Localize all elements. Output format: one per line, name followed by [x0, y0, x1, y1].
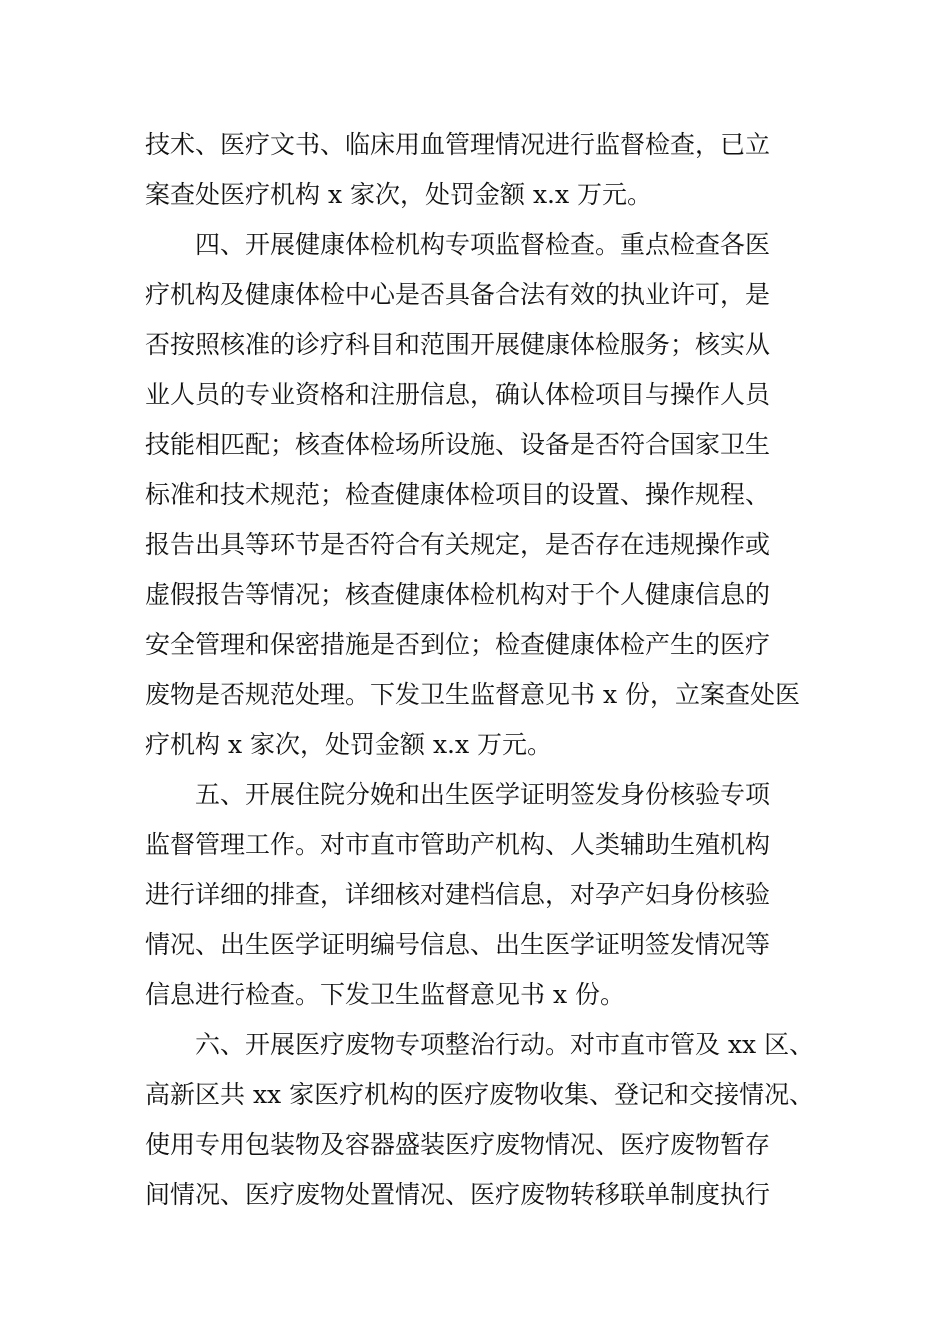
text-line: 技术、医疗文书、临床用血管理情况进行监督检查，已立	[145, 130, 771, 159]
document-body	[145, 120, 825, 1220]
text-line: 技能相匹配；核查体检场所设施、设备是否符合国家卫生	[145, 430, 771, 459]
text-line: 标准和技术规范；检查健康体检项目的设置、操作规程、	[145, 480, 771, 509]
text-line: 监督管理工作。对市直市管助产机构、人类辅助生殖机构	[145, 830, 771, 859]
text-line: 使用专用包装物及容器盛装医疗废物情况、医疗废物暂存	[145, 1130, 771, 1159]
text-line: 报告出具等环节是否符合有关规定，是否存在违规操作或	[145, 530, 771, 559]
text-line: 虚假报告等情况；核查健康体检机构对于个人健康信息的	[145, 580, 771, 609]
text-line: 情况、出生医学证明编号信息、出生医学证明签发情况等	[145, 930, 771, 959]
text-line: 废物是否规范处理。下发卫生监督意见书 x 份，立案查处医	[145, 680, 800, 709]
text-line: 进行详细的排查，详细核对建档信息，对孕产妇身份核验	[145, 880, 771, 909]
text-line: 否按照核准的诊疗科目和范围开展健康体检服务；核实从	[145, 330, 771, 359]
section-heading-line: 四、开展健康体检机构专项监督检查。重点检查各医	[195, 230, 771, 259]
text-line: 间情况、医疗废物处置情况、医疗废物转移联单制度执行	[145, 1180, 771, 1209]
section-heading-line: 五、开展住院分娩和出生医学证明签发身份核验专项	[195, 780, 771, 809]
text-line: 高新区共 xx 家医疗机构的医疗废物收集、登记和交接情况、	[145, 1080, 815, 1109]
text-line: 疗机构及健康体检中心是否具备合法有效的执业许可，是	[145, 280, 771, 309]
text-line: 疗机构 x 家次，处罚金额 x.x 万元。	[145, 730, 553, 759]
text-line: 安全管理和保密措施是否到位；检查健康体检产生的医疗	[145, 630, 771, 659]
text-line: 案查处医疗机构 x 家次，处罚金额 x.x 万元。	[145, 180, 653, 209]
text-line: 信息进行检查。下发卫生监督意见书 x 份。	[145, 980, 625, 1009]
text-line: 业人员的专业资格和注册信息，确认体检项目与操作人员	[145, 380, 771, 409]
section-heading-line: 六、开展医疗废物专项整治行动。对市直市管及 xx 区、	[195, 1030, 815, 1059]
